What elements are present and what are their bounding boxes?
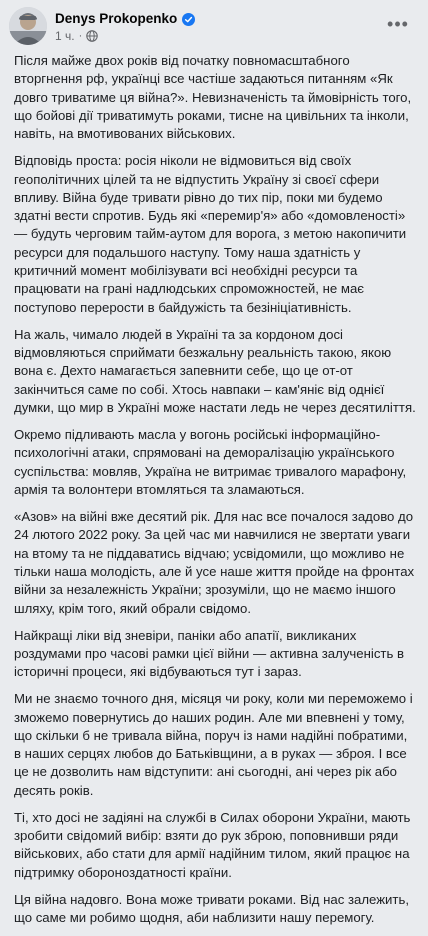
post-paragraph: «Азов» на війні вже десятий рік. Для нас все почалося задово до 24 лютого 2022 року. За цей час ми навчилися не звертати уваги на втому та не піддаватись відчаю; усвідомили, що можливо не тільки наша молодість, але й усе наше життя пройде на фронтах війни за незалежність України; зрозуміли, що не маємо іншого шляху, крім того, який обрали свідомо. [14, 509, 415, 616]
post-paragraph: Найкращі ліки від зневіри, паніки або апатії, викликаних роздумами про часові рамки цієї війни — активна залученість в історичні процеси, які відбуваються тут і зараз. [14, 627, 405, 680]
globe-icon[interactable] [86, 30, 98, 42]
author-name[interactable]: Denys Prokopenko [55, 11, 178, 26]
post-paragraph: Окремо підливають масла у вогонь російські інформаційно-психологічні атаки, спрямовані на деморалізацію українського суспільства: мовляв, Україна не витримає тривалого марафону, армія та волонтери втомляться та зламаються. [14, 427, 407, 497]
post-header [8, 6, 420, 46]
post-timestamp[interactable]: 1 ч. [55, 29, 75, 43]
more-horizontal-icon[interactable]: ••• [387, 13, 409, 34]
meta-separator: · [78, 30, 83, 42]
post-paragraph: Ми не знаємо точного дня, місяця чи року, коли ми переможемо і зможемо повернутись до наших родин. Але ми впевнені у тому, що скільки б не тривала війна, поруч із нами надійні побратими, в наших серцях любов до Батьківщини, а в руках — зброя. І все це не дозволить нам відступити: ані сьогодні, ані через рік або десять років. [14, 691, 413, 798]
avatar[interactable] [9, 7, 47, 45]
post-body [14, 52, 416, 936]
post-paragraph: На жаль, чимало людей в Україні та за кордоном досі відмовляються сприймати безжальну реальність такою, якою вона є. Дехто намагається запевнити себе, що це от-от закінчиться саме по собі. Хтось навпаки – кам'яніє від однієї думки, що мир в Україні може настати ледь не через десятиліття. [14, 326, 416, 415]
post-meta [55, 28, 98, 44]
verified-badge-icon [182, 13, 195, 26]
author-line [55, 10, 195, 28]
post-paragraph: Ті, хто досі не задіяні на службі в Силах оборони України, мають зробити свідомий вибір: взяти до рук зброю, поповнивши ряди військових, або стати для армії надійним тилом, який працює на підтримку обороноздатності країни. [14, 809, 411, 880]
post-paragraph: Відповідь проста: росія ніколи не відмовиться від своїх геополітичних цілей та не відпустить Україну зі своєї сфери впливу. Війна буде тривати рівно до тих пір, поки ми будемо здатні вести спротив. Будь які «перемир'я» або «домовленості» — будуть черговим тайм-аутом для ворога, з метою накопичити ресурси для подальшого наступу. Тому наша здатність у критичний момент мобілізувати всі необхідні ресурси та працювати на грані надлюдських спроможностей, не має поступово перерости в байдужість та безініціативність. [14, 153, 407, 315]
avatar-image [9, 7, 47, 45]
post-paragraph: Ця війна надовго. Вона може тривати роками. Від нас залежить, що саме ми робимо щодня, аби наблизити нашу перемогу. [14, 891, 409, 926]
post-paragraph: Після майже двох років від початку повномасштабного вторгнення рф, українці все частіше задаються питанням «Як довго триватиме ця війна?». Невизначеність та ймовірність того, що бойові дії триватимуть роками, тисне на цивільних та інколи, навіть, на вмотивованих військових. [14, 53, 412, 142]
